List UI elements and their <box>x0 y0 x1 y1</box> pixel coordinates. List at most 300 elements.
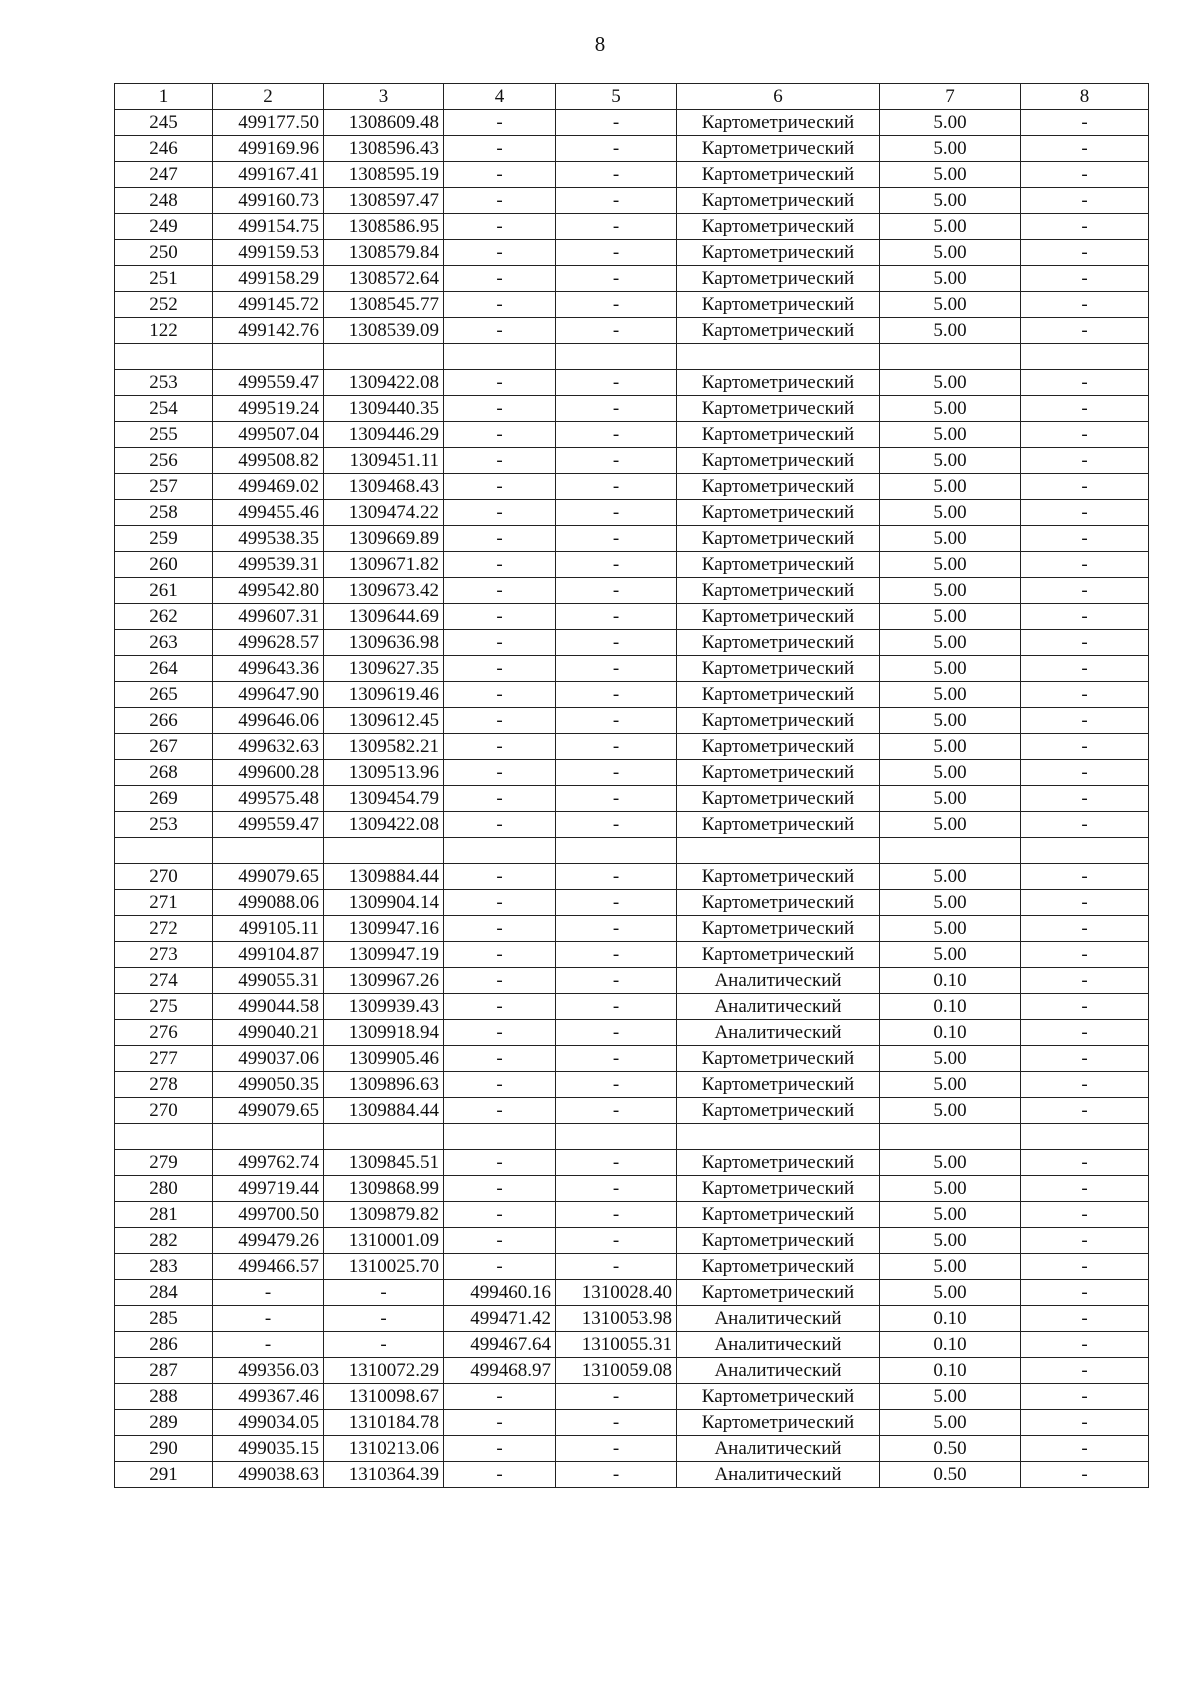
method-cell: Аналитический <box>677 1436 880 1462</box>
y-coordinate-new-cell: 1310059.08 <box>556 1358 677 1384</box>
method-cell: Картометрический <box>677 942 880 968</box>
x-coordinate-cell: 499643.36 <box>213 656 324 682</box>
y-coordinate-new-cell <box>556 344 677 370</box>
x-coordinate-cell: 499035.15 <box>213 1436 324 1462</box>
description-cell: - <box>1021 786 1149 812</box>
description-cell: - <box>1021 734 1149 760</box>
point-number-cell: 253 <box>115 370 213 396</box>
column-header: 2 <box>213 84 324 110</box>
table-row <box>115 526 1149 552</box>
x-coordinate-cell: 499628.57 <box>213 630 324 656</box>
table-row <box>115 994 1149 1020</box>
x-coordinate-cell: 499158.29 <box>213 266 324 292</box>
accuracy-cell: 5.00 <box>880 604 1021 630</box>
column-header: 3 <box>324 84 444 110</box>
description-cell <box>1021 838 1149 864</box>
table-row <box>115 370 1149 396</box>
point-number-cell: 282 <box>115 1228 213 1254</box>
method-cell: Картометрический <box>677 370 880 396</box>
accuracy-cell: 0.10 <box>880 1332 1021 1358</box>
x-coordinate-cell: 499469.02 <box>213 474 324 500</box>
y-coordinate-cell: 1309669.89 <box>324 526 444 552</box>
y-coordinate-cell: 1309451.11 <box>324 448 444 474</box>
description-cell: - <box>1021 422 1149 448</box>
method-cell: Картометрический <box>677 162 880 188</box>
description-cell: - <box>1021 188 1149 214</box>
x-coordinate-cell: 499607.31 <box>213 604 324 630</box>
accuracy-cell: 5.00 <box>880 1202 1021 1228</box>
x-coordinate-new-cell: - <box>444 448 556 474</box>
x-coordinate-new-cell: - <box>444 968 556 994</box>
x-coordinate-cell <box>213 1124 324 1150</box>
y-coordinate-cell: 1308595.19 <box>324 162 444 188</box>
accuracy-cell: 5.00 <box>880 396 1021 422</box>
x-coordinate-cell: 499356.03 <box>213 1358 324 1384</box>
table-row <box>115 162 1149 188</box>
y-coordinate-cell: 1309868.99 <box>324 1176 444 1202</box>
x-coordinate-cell: 499367.46 <box>213 1384 324 1410</box>
y-coordinate-cell: - <box>324 1280 444 1306</box>
method-cell <box>677 344 880 370</box>
accuracy-cell: 5.00 <box>880 526 1021 552</box>
x-coordinate-cell: 499145.72 <box>213 292 324 318</box>
accuracy-cell: 5.00 <box>880 1254 1021 1280</box>
point-number-cell: 257 <box>115 474 213 500</box>
y-coordinate-new-cell: - <box>556 110 677 136</box>
description-cell: - <box>1021 448 1149 474</box>
y-coordinate-new-cell: - <box>556 188 677 214</box>
point-number-cell: 277 <box>115 1046 213 1072</box>
table-row <box>115 422 1149 448</box>
method-cell: Картометрический <box>677 240 880 266</box>
accuracy-cell: 5.00 <box>880 1176 1021 1202</box>
accuracy-cell: 5.00 <box>880 708 1021 734</box>
x-coordinate-cell: 499559.47 <box>213 812 324 838</box>
method-cell: Картометрический <box>677 656 880 682</box>
point-number-cell: 255 <box>115 422 213 448</box>
x-coordinate-new-cell: - <box>444 422 556 448</box>
y-coordinate-cell: 1310213.06 <box>324 1436 444 1462</box>
y-coordinate-cell <box>324 344 444 370</box>
point-number-cell: 285 <box>115 1306 213 1332</box>
table-row <box>115 1384 1149 1410</box>
y-coordinate-new-cell: - <box>556 1098 677 1124</box>
point-number-cell: 247 <box>115 162 213 188</box>
point-number-cell: 276 <box>115 1020 213 1046</box>
y-coordinate-new-cell: - <box>556 318 677 344</box>
point-number-cell: 264 <box>115 656 213 682</box>
x-coordinate-cell: 499160.73 <box>213 188 324 214</box>
x-coordinate-cell: 499542.80 <box>213 578 324 604</box>
accuracy-cell: 5.00 <box>880 864 1021 890</box>
y-coordinate-cell: 1308572.64 <box>324 266 444 292</box>
method-cell: Аналитический <box>677 1306 880 1332</box>
y-coordinate-cell: 1309474.22 <box>324 500 444 526</box>
x-coordinate-new-cell: - <box>444 864 556 890</box>
x-coordinate-new-cell: - <box>444 1462 556 1488</box>
y-coordinate-new-cell: - <box>556 474 677 500</box>
point-number-cell: 259 <box>115 526 213 552</box>
y-coordinate-cell: 1308539.09 <box>324 318 444 344</box>
x-coordinate-cell: 499646.06 <box>213 708 324 734</box>
y-coordinate-new-cell: - <box>556 422 677 448</box>
y-coordinate-new-cell: - <box>556 292 677 318</box>
x-coordinate-new-cell: - <box>444 708 556 734</box>
accuracy-cell: 5.00 <box>880 188 1021 214</box>
method-cell: Картометрический <box>677 1150 880 1176</box>
y-coordinate-new-cell: - <box>556 916 677 942</box>
table-body <box>115 110 1149 1488</box>
y-coordinate-new-cell: - <box>556 786 677 812</box>
point-number-cell: 265 <box>115 682 213 708</box>
x-coordinate-new-cell: - <box>444 240 556 266</box>
y-coordinate-new-cell: - <box>556 812 677 838</box>
point-number-cell: 274 <box>115 968 213 994</box>
x-coordinate-new-cell: - <box>444 786 556 812</box>
x-coordinate-cell: 499539.31 <box>213 552 324 578</box>
point-number-cell: 262 <box>115 604 213 630</box>
y-coordinate-cell: 1309939.43 <box>324 994 444 1020</box>
x-coordinate-new-cell: - <box>444 1436 556 1462</box>
x-coordinate-cell: 499142.76 <box>213 318 324 344</box>
y-coordinate-cell: 1308579.84 <box>324 240 444 266</box>
y-coordinate-new-cell: 1310053.98 <box>556 1306 677 1332</box>
point-number-cell: 284 <box>115 1280 213 1306</box>
table-row <box>115 292 1149 318</box>
x-coordinate-new-cell: - <box>444 266 556 292</box>
accuracy-cell: 5.00 <box>880 1280 1021 1306</box>
table-row <box>115 1462 1149 1488</box>
description-cell: - <box>1021 578 1149 604</box>
accuracy-cell: 5.00 <box>880 370 1021 396</box>
point-number-cell: 271 <box>115 890 213 916</box>
y-coordinate-cell: 1310072.29 <box>324 1358 444 1384</box>
table-row <box>115 1202 1149 1228</box>
y-coordinate-cell: 1309671.82 <box>324 552 444 578</box>
description-cell: - <box>1021 942 1149 968</box>
point-number-cell: 272 <box>115 916 213 942</box>
y-coordinate-cell: 1309582.21 <box>324 734 444 760</box>
method-cell: Аналитический <box>677 1332 880 1358</box>
accuracy-cell: 5.00 <box>880 448 1021 474</box>
table-row <box>115 1306 1149 1332</box>
y-coordinate-new-cell: - <box>556 968 677 994</box>
description-cell: - <box>1021 292 1149 318</box>
method-cell: Картометрический <box>677 552 880 578</box>
accuracy-cell <box>880 838 1021 864</box>
method-cell: Картометрический <box>677 448 880 474</box>
description-cell: - <box>1021 890 1149 916</box>
table-row <box>115 1358 1149 1384</box>
x-coordinate-cell: 499719.44 <box>213 1176 324 1202</box>
y-coordinate-cell: 1309884.44 <box>324 1098 444 1124</box>
x-coordinate-cell: 499154.75 <box>213 214 324 240</box>
y-coordinate-cell: 1308609.48 <box>324 110 444 136</box>
point-number-cell: 249 <box>115 214 213 240</box>
accuracy-cell: 5.00 <box>880 812 1021 838</box>
description-cell: - <box>1021 526 1149 552</box>
y-coordinate-cell: 1309627.35 <box>324 656 444 682</box>
description-cell: - <box>1021 240 1149 266</box>
method-cell: Картометрический <box>677 604 880 630</box>
y-coordinate-new-cell: - <box>556 734 677 760</box>
x-coordinate-new-cell: - <box>444 1020 556 1046</box>
x-coordinate-new-cell: - <box>444 890 556 916</box>
point-number-cell: 263 <box>115 630 213 656</box>
method-cell: Картометрический <box>677 890 880 916</box>
accuracy-cell: 5.00 <box>880 110 1021 136</box>
table-row <box>115 890 1149 916</box>
point-number-cell: 281 <box>115 1202 213 1228</box>
table-row <box>115 1254 1149 1280</box>
point-number-cell: 278 <box>115 1072 213 1098</box>
method-cell: Аналитический <box>677 968 880 994</box>
y-coordinate-cell: 1309422.08 <box>324 370 444 396</box>
description-cell: - <box>1021 1462 1149 1488</box>
x-coordinate-new-cell: - <box>444 136 556 162</box>
method-cell: Картометрический <box>677 396 880 422</box>
accuracy-cell: 5.00 <box>880 292 1021 318</box>
y-coordinate-cell: 1309446.29 <box>324 422 444 448</box>
point-number-cell: 283 <box>115 1254 213 1280</box>
method-cell: Картометрический <box>677 526 880 552</box>
table-row <box>115 942 1149 968</box>
point-number-cell: 253 <box>115 812 213 838</box>
point-number-cell: 289 <box>115 1410 213 1436</box>
accuracy-cell: 5.00 <box>880 1384 1021 1410</box>
x-coordinate-cell: 499088.06 <box>213 890 324 916</box>
y-coordinate-cell: 1308597.47 <box>324 188 444 214</box>
y-coordinate-new-cell: - <box>556 1202 677 1228</box>
accuracy-cell: 5.00 <box>880 890 1021 916</box>
x-coordinate-cell: - <box>213 1332 324 1358</box>
point-number-cell: 252 <box>115 292 213 318</box>
x-coordinate-new-cell: - <box>444 656 556 682</box>
method-cell: Картометрический <box>677 136 880 162</box>
y-coordinate-new-cell: - <box>556 448 677 474</box>
table-separator-row <box>115 838 1149 864</box>
method-cell: Картометрический <box>677 500 880 526</box>
y-coordinate-new-cell: - <box>556 890 677 916</box>
description-cell: - <box>1021 708 1149 734</box>
x-coordinate-cell: 499038.63 <box>213 1462 324 1488</box>
y-coordinate-new-cell: - <box>556 578 677 604</box>
method-cell: Картометрический <box>677 916 880 942</box>
method-cell: Картометрический <box>677 474 880 500</box>
table-row <box>115 1332 1149 1358</box>
x-coordinate-cell: 499632.63 <box>213 734 324 760</box>
y-coordinate-new-cell: - <box>556 214 677 240</box>
y-coordinate-new-cell: - <box>556 162 677 188</box>
y-coordinate-cell: 1309845.51 <box>324 1150 444 1176</box>
description-cell: - <box>1021 1228 1149 1254</box>
method-cell: Картометрический <box>677 708 880 734</box>
x-coordinate-new-cell: - <box>444 812 556 838</box>
description-cell: - <box>1021 1202 1149 1228</box>
point-number-cell: 256 <box>115 448 213 474</box>
x-coordinate-new-cell: - <box>444 734 556 760</box>
x-coordinate-cell: 499600.28 <box>213 760 324 786</box>
x-coordinate-cell: 499055.31 <box>213 968 324 994</box>
y-coordinate-new-cell: - <box>556 864 677 890</box>
accuracy-cell: 5.00 <box>880 786 1021 812</box>
method-cell: Картометрический <box>677 1228 880 1254</box>
description-cell: - <box>1021 370 1149 396</box>
x-coordinate-cell: 499575.48 <box>213 786 324 812</box>
point-number-cell: 266 <box>115 708 213 734</box>
page-number: 8 <box>594 32 606 56</box>
accuracy-cell: 5.00 <box>880 682 1021 708</box>
x-coordinate-new-cell: - <box>444 994 556 1020</box>
table-row <box>115 552 1149 578</box>
y-coordinate-new-cell: - <box>556 760 677 786</box>
y-coordinate-cell: 1309644.69 <box>324 604 444 630</box>
description-cell: - <box>1021 1254 1149 1280</box>
x-coordinate-cell <box>213 838 324 864</box>
method-cell: Картометрический <box>677 318 880 344</box>
x-coordinate-cell: 499079.65 <box>213 1098 324 1124</box>
description-cell: - <box>1021 916 1149 942</box>
x-coordinate-new-cell: - <box>444 942 556 968</box>
method-cell: Аналитический <box>677 1358 880 1384</box>
method-cell: Картометрический <box>677 812 880 838</box>
x-coordinate-new-cell: - <box>444 162 556 188</box>
x-coordinate-new-cell: - <box>444 526 556 552</box>
method-cell: Картометрический <box>677 1098 880 1124</box>
point-number-cell: 279 <box>115 1150 213 1176</box>
table-row <box>115 1280 1149 1306</box>
method-cell: Картометрический <box>677 1254 880 1280</box>
point-number-cell: 290 <box>115 1436 213 1462</box>
column-header: 1 <box>115 84 213 110</box>
y-coordinate-new-cell: - <box>556 604 677 630</box>
x-coordinate-new-cell: - <box>444 500 556 526</box>
x-coordinate-cell: 499507.04 <box>213 422 324 448</box>
x-coordinate-new-cell: - <box>444 630 556 656</box>
table-separator-row <box>115 1124 1149 1150</box>
accuracy-cell: 5.00 <box>880 1046 1021 1072</box>
y-coordinate-cell <box>324 838 444 864</box>
accuracy-cell: 5.00 <box>880 474 1021 500</box>
accuracy-cell: 5.00 <box>880 734 1021 760</box>
description-cell: - <box>1021 1020 1149 1046</box>
point-number-cell: 251 <box>115 266 213 292</box>
table-row <box>115 396 1149 422</box>
table-row <box>115 318 1149 344</box>
description-cell: - <box>1021 396 1149 422</box>
x-coordinate-cell: 499105.11 <box>213 916 324 942</box>
accuracy-cell: 5.00 <box>880 630 1021 656</box>
point-number-cell: 261 <box>115 578 213 604</box>
y-coordinate-cell: 1309513.96 <box>324 760 444 786</box>
accuracy-cell: 5.00 <box>880 214 1021 240</box>
table-row <box>115 266 1149 292</box>
x-coordinate-new-cell <box>444 344 556 370</box>
method-cell: Аналитический <box>677 994 880 1020</box>
table-row <box>115 1228 1149 1254</box>
x-coordinate-new-cell: - <box>444 1072 556 1098</box>
accuracy-cell: 5.00 <box>880 1072 1021 1098</box>
description-cell: - <box>1021 1436 1149 1462</box>
table-row <box>115 500 1149 526</box>
accuracy-cell: 0.10 <box>880 968 1021 994</box>
table-header-row <box>115 84 1149 110</box>
accuracy-cell <box>880 344 1021 370</box>
point-number-cell: 268 <box>115 760 213 786</box>
y-coordinate-cell: 1309904.14 <box>324 890 444 916</box>
description-cell: - <box>1021 1384 1149 1410</box>
point-number-cell: 246 <box>115 136 213 162</box>
table-row <box>115 630 1149 656</box>
accuracy-cell: 5.00 <box>880 760 1021 786</box>
point-number-cell: 287 <box>115 1358 213 1384</box>
method-cell: Картометрический <box>677 734 880 760</box>
y-coordinate-new-cell <box>556 838 677 864</box>
x-coordinate-new-cell: - <box>444 682 556 708</box>
x-coordinate-new-cell: - <box>444 578 556 604</box>
description-cell: - <box>1021 1332 1149 1358</box>
y-coordinate-new-cell: 1310055.31 <box>556 1332 677 1358</box>
description-cell: - <box>1021 1410 1149 1436</box>
description-cell: - <box>1021 1072 1149 1098</box>
y-coordinate-new-cell: - <box>556 1462 677 1488</box>
point-number-cell <box>115 344 213 370</box>
table-row <box>115 682 1149 708</box>
description-cell <box>1021 1124 1149 1150</box>
x-coordinate-new-cell: - <box>444 604 556 630</box>
accuracy-cell <box>880 1124 1021 1150</box>
description-cell: - <box>1021 1150 1149 1176</box>
accuracy-cell: 5.00 <box>880 552 1021 578</box>
method-cell: Картометрический <box>677 292 880 318</box>
y-coordinate-new-cell <box>556 1124 677 1150</box>
point-number-cell: 270 <box>115 864 213 890</box>
x-coordinate-cell: 499040.21 <box>213 1020 324 1046</box>
y-coordinate-cell: 1309422.08 <box>324 812 444 838</box>
table-row <box>115 708 1149 734</box>
table-row <box>115 1150 1149 1176</box>
y-coordinate-cell <box>324 1124 444 1150</box>
y-coordinate-cell: 1310001.09 <box>324 1228 444 1254</box>
method-cell: Картометрический <box>677 1072 880 1098</box>
y-coordinate-cell: 1309440.35 <box>324 396 444 422</box>
accuracy-cell: 5.00 <box>880 318 1021 344</box>
table-row <box>115 1072 1149 1098</box>
description-cell: - <box>1021 604 1149 630</box>
x-coordinate-cell: 499079.65 <box>213 864 324 890</box>
y-coordinate-cell: 1308586.95 <box>324 214 444 240</box>
table-row <box>115 188 1149 214</box>
y-coordinate-new-cell: - <box>556 1228 677 1254</box>
x-coordinate-new-cell: - <box>444 370 556 396</box>
description-cell <box>1021 344 1149 370</box>
x-coordinate-cell: 499050.35 <box>213 1072 324 1098</box>
description-cell: - <box>1021 110 1149 136</box>
y-coordinate-cell: 1309884.44 <box>324 864 444 890</box>
table-row <box>115 1046 1149 1072</box>
description-cell: - <box>1021 1306 1149 1332</box>
accuracy-cell: 5.00 <box>880 1228 1021 1254</box>
x-coordinate-new-cell: 499471.42 <box>444 1306 556 1332</box>
y-coordinate-new-cell: - <box>556 1072 677 1098</box>
y-coordinate-cell: 1308596.43 <box>324 136 444 162</box>
point-number-cell: 275 <box>115 994 213 1020</box>
point-number-cell: 245 <box>115 110 213 136</box>
point-number-cell: 288 <box>115 1384 213 1410</box>
table-row <box>115 448 1149 474</box>
method-cell <box>677 838 880 864</box>
x-coordinate-new-cell: - <box>444 396 556 422</box>
